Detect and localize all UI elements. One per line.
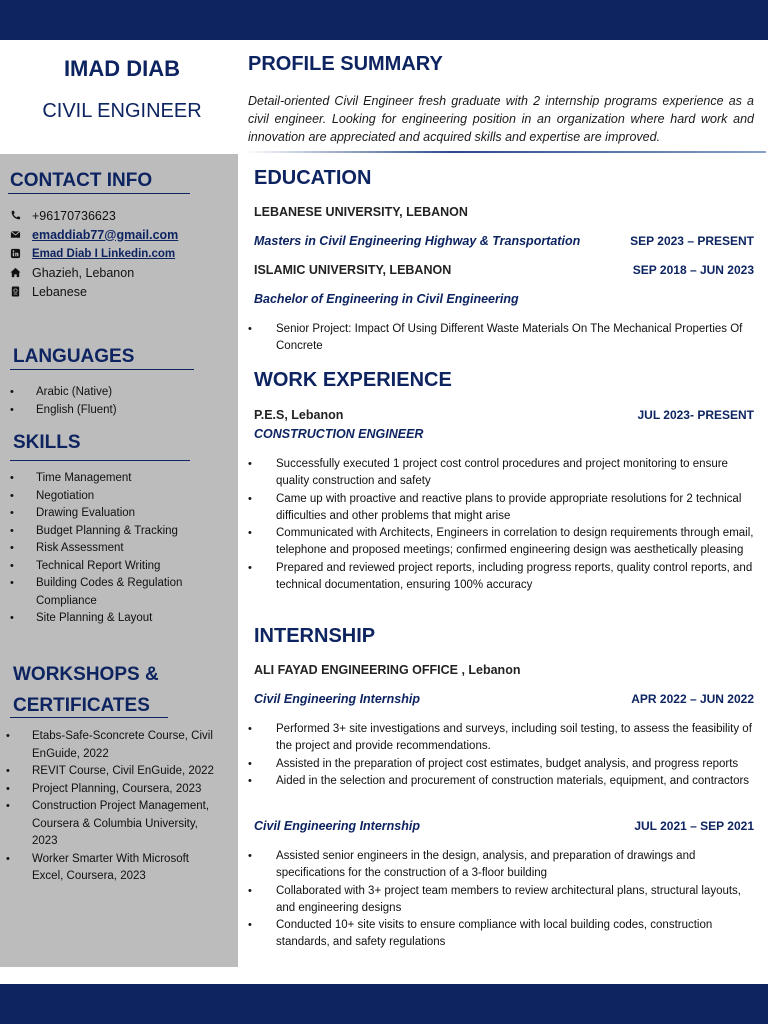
contact-info-heading: CONTACT INFO [10, 170, 153, 191]
linkedin-icon [10, 248, 32, 259]
education-entry-2 [254, 263, 754, 277]
education-entry-1 [254, 205, 754, 219]
email-icon [10, 229, 32, 240]
list-item: • Site Planning & Layout [10, 610, 210, 628]
bullet-icon: • [248, 884, 252, 897]
bullet-icon: • [6, 782, 10, 795]
skills-heading: SKILLS [13, 432, 81, 453]
bullet-icon: • [10, 386, 14, 398]
languages-list [10, 384, 230, 419]
list-item: • Performed 3+ site investigations and surveys, including soil testing, to assess the feasibility of the project and provide recommendations. [248, 723, 752, 753]
profile-divider [244, 151, 766, 153]
list-item: • Etabs-Safe-Sconcrete Course, Civil EnGuide, 2022 [6, 730, 213, 760]
list-item: • Drawing Evaluation [10, 505, 210, 523]
profile-summary-heading: PROFILE SUMMARY [248, 53, 443, 75]
bullet-icon: • [10, 403, 14, 416]
contact-phone-text: +96170736623 [32, 208, 116, 223]
profile-summary-text: Detail-oriented Civil Engineer fresh graduate with 2 internship programs experience as a civil engineer. Looking for engineering position in an organization where hard work and innovation are appreciated and acquired skills and expertise are improved. [248, 94, 754, 144]
list-item: • Assisted in the preparation of project cost estimates, budget analysis, and progress reports [246, 756, 754, 773]
bullet-icon: • [10, 542, 14, 554]
list-item: • Successfully executed 1 project cost control procedures and project monitoring to ensure quality construction and safety [248, 458, 728, 488]
workshops-list [6, 728, 216, 886]
languages-underline [10, 369, 194, 370]
list-item: • English (Fluent) [10, 402, 230, 420]
contact-info-underline [8, 193, 190, 194]
bullet-icon: • [248, 850, 252, 862]
list-item: • Assisted senior engineers in the design, analysis, and preparation of drawings and specifications for the construction of a 3-floor building [248, 850, 696, 880]
bullet-icon: • [6, 730, 10, 742]
contact-phone [10, 206, 230, 225]
list-item: • Senior Project: Impact Of Using Different Waste Materials On The Mechanical Properties Of Concrete [248, 323, 743, 353]
candidate-title: CIVIL ENGINEER [42, 100, 202, 122]
list-item: • Worker Smarter With Microsoft Excel, Coursera, 2023 [6, 852, 189, 882]
degree-title: Bachelor of Engineering in Civil Engineering [254, 292, 519, 306]
candidate-name: IMAD DIAB [63, 56, 181, 81]
work-position-row [254, 427, 754, 441]
education-degree-1 [254, 234, 754, 248]
contact-address [10, 263, 230, 282]
bullet-icon: • [248, 757, 252, 770]
list-item: • Negotiation [10, 488, 210, 506]
list-item: • Aided in the selection and procurement of construction materials, equipment, and contractors [246, 773, 754, 790]
top-banner [0, 0, 768, 40]
list-item: • Technical Report Writing [10, 558, 210, 576]
internship-bullets-1 [246, 721, 754, 790]
internship-date: APR 2022 – JUN 2022 [631, 692, 754, 706]
bullet-icon: • [10, 524, 14, 537]
bullet-icon: • [248, 492, 252, 505]
education-heading: EDUCATION [254, 167, 372, 189]
university-name: LEBANESE UNIVERSITY, LEBANON [254, 205, 468, 219]
list-item: • Project Planning, Coursera, 2023 [6, 781, 216, 799]
contact-linkedin[interactable] [10, 244, 230, 263]
list-item: • Came up with proactive and reactive plans to provide appropriate resolutions for 2 technical difficulties and other problems that might arise [248, 492, 742, 522]
company-name: ALI FAYAD ENGINEERING OFFICE , Lebanon [254, 663, 521, 677]
degree-date: SEP 2023 – PRESENT [630, 234, 754, 248]
job-title: CONSTRUCTION ENGINEER [254, 427, 424, 441]
internship-company-row [254, 663, 754, 677]
internship-entry-2 [254, 819, 754, 833]
internship-title: Civil Engineering Internship [254, 819, 420, 833]
internship-title: Civil Engineering Internship [254, 692, 420, 706]
university-name: ISLAMIC UNIVERSITY, LEBANON [254, 263, 452, 277]
list-item: • Collaborated with 3+ project team members to review architectural plans, structural layouts, and engineering designs [248, 884, 741, 914]
work-entry [254, 408, 754, 422]
work-bullets [246, 456, 754, 594]
skills-list [10, 470, 210, 628]
bullet-icon: • [6, 765, 10, 777]
passport-icon [10, 286, 32, 297]
internship-heading: INTERNSHIP [254, 625, 376, 647]
bullet-icon: • [10, 577, 14, 589]
workshops-underline [10, 717, 168, 718]
bullet-icon: • [248, 723, 252, 735]
work-experience-heading: WORK EXPERIENCE [254, 369, 452, 391]
work-date: JUL 2023- PRESENT [637, 408, 754, 422]
home-icon [10, 267, 32, 278]
list-item: • Risk Assessment [10, 540, 210, 558]
list-item: • Time Management [10, 470, 210, 488]
bullet-icon: • [6, 852, 10, 865]
degree-date: SEP 2018 – JUN 2023 [632, 263, 754, 277]
list-item: • Building Codes & Regulation Compliance [10, 577, 183, 607]
internship-bullets-2 [246, 848, 754, 952]
contact-email[interactable] [10, 225, 230, 244]
internship-date: JUL 2021 – SEP 2021 [634, 819, 754, 833]
list-item: • Budget Planning & Tracking [10, 523, 210, 541]
bottom-banner [0, 984, 768, 1024]
bullet-icon: • [248, 919, 252, 932]
contact-list [10, 206, 230, 301]
list-item: • Communicated with Architects, Engineers in correlation to design requirements through email, telephone and proposed meetings; confirmed engineering design was aesthetically pleasing [248, 527, 754, 557]
phone-icon [10, 210, 32, 221]
skills-underline [10, 460, 190, 461]
bullet-icon: • [248, 561, 252, 574]
list-item: • Arabic (Native) [10, 384, 230, 402]
bullet-icon: • [248, 774, 252, 787]
degree-title: Masters in Civil Engineering Highway & Transportation [254, 234, 581, 248]
contact-email-link[interactable]: emaddiab77@gmail.com [32, 227, 179, 242]
education-bullets [246, 321, 754, 356]
bullet-icon: • [6, 800, 10, 812]
bullet-icon: • [10, 507, 14, 519]
bullet-icon: • [10, 489, 14, 502]
bullet-icon: • [248, 458, 252, 470]
workshops-heading: WORKSHOPS & CERTIFICATES [13, 664, 159, 716]
languages-heading: LANGUAGES [13, 346, 135, 367]
list-item: • REVIT Course, Civil EnGuide, 2022 [6, 763, 216, 781]
education-degree-2 [254, 292, 754, 306]
bullet-icon: • [10, 612, 14, 624]
contact-nationality-text: Lebanese [32, 284, 87, 299]
internship-entry-1 [254, 692, 754, 706]
contact-address-text: Ghazieh, Lebanon [32, 265, 135, 280]
bullet-icon: • [10, 472, 14, 484]
bullet-icon: • [248, 527, 252, 540]
contact-linkedin-link[interactable]: Emad Diab I Linkedin.com [32, 247, 176, 260]
company-name: P.E.S, Lebanon [254, 408, 344, 422]
bullet-icon: • [10, 559, 14, 572]
contact-nationality [10, 282, 230, 301]
list-item: • Prepared and reviewed project reports, including progress reports, quality control reports, and technical documentation, ensuring 100% accuracy [248, 561, 753, 592]
bullet-icon: • [248, 323, 252, 335]
list-item: • Conducted 10+ site visits to ensure compliance with local building codes, construction standards, and safety regulations [248, 919, 713, 949]
list-item: • Construction Project Management, Coursera & Columbia University, 2023 [6, 800, 210, 847]
